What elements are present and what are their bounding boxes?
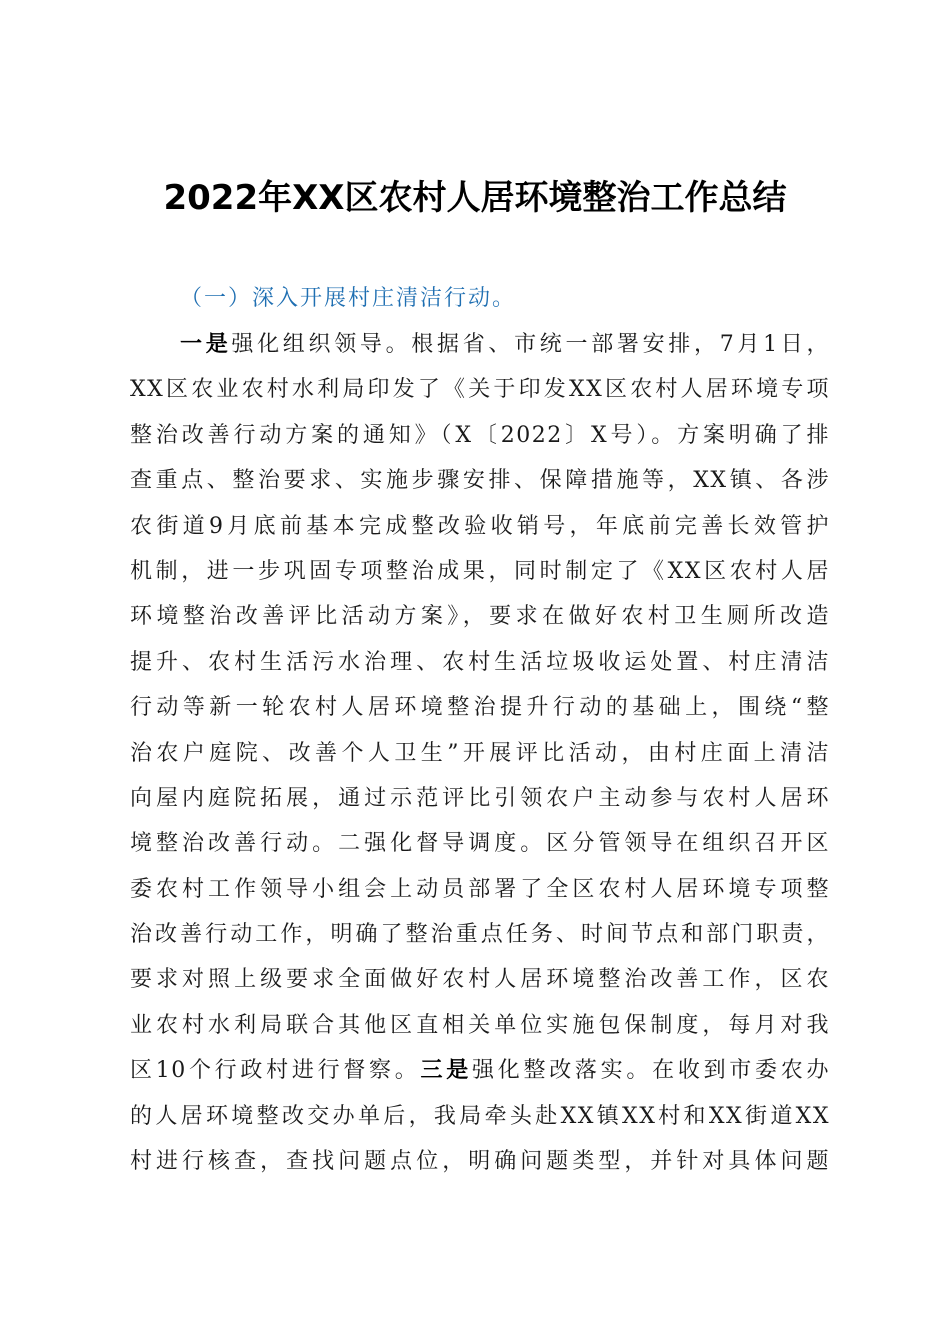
paragraph-line: 整治改善行动方案的通知》（X〔2022〕X号）。方案明确了排 [130,422,830,448]
emphasis-lead: 三是 [420,1057,472,1084]
paragraph-line [130,1048,830,1093]
paragraph-line: 委农村工作领导小组会上动员部署了全区农村人居环境专项整 [130,876,830,902]
paragraph-line: 要求对照上级要求全面做好农村人居环境整治改善工作，区农 [130,967,830,993]
line-text: 强化组织领导。根据省、市统一部署安排，7月1日， [231,332,830,357]
paragraph-line: 查重点、整治要求、实施步骤安排、保障措施等，XX镇、各涉 [130,468,830,494]
document-title: 2022年XX区农村人居环境整治工作总结 [163,178,787,218]
emphasis-lead: 一是 [180,331,232,357]
body-paragraph [130,322,830,1184]
paragraph-line: 治改善行动工作，明确了整治重点任务、时间节点和部门职责， [130,922,830,948]
paragraph-line: 治农户庭院、改善个人卫生”开展评比活动，由村庄面上清洁 [130,740,830,766]
paragraph-line [130,322,830,367]
paragraph-line: 业农村水利局联合其他区直相关单位实施包保制度，每月对我 [130,1012,830,1038]
paragraph-line: XX区农业农村水利局印发了《关于印发XX区农村人居环境专项 [130,377,830,403]
paragraph-line: 环境整治改善评比活动方案》，要求在做好农村卫生厕所改造 [130,604,830,630]
paragraph-line: 向屋内庭院拓展，通过示范评比引领农户主动参与农村人居环 [130,785,830,811]
paragraph-line: 村进行核查，查找问题点位，明确问题类型，并针对具体问题 [130,1149,830,1175]
line-text: 区10个行政村进行督察。 [130,1058,421,1084]
paragraph-line: 农街道9月底前基本完成整改验收销号，年底前完善长效管护 [130,513,830,539]
paragraph-line: 的人居环境整改交办单后，我局牵头赴XX镇XX村和XX街道XX [130,1103,830,1129]
paragraph-line: 提升、农村生活污水治理、农村生活垃圾收运处置、村庄清洁 [130,649,830,675]
section-heading: （一）深入开展村庄清洁行动。 [180,286,517,311]
paragraph-line: 行动等新一轮农村人居环境整治提升行动的基础上，围绕“整 [130,695,830,721]
paragraph-line: 境整治改善行动。二强化督导调度。区分管领导在组织召开区 [130,831,830,857]
paragraph-line: 机制，进一步巩固专项整治成果，同时制定了《XX区农村人居 [130,558,830,584]
line-text: 强化整改落实。在收到市委农办 [472,1058,830,1084]
